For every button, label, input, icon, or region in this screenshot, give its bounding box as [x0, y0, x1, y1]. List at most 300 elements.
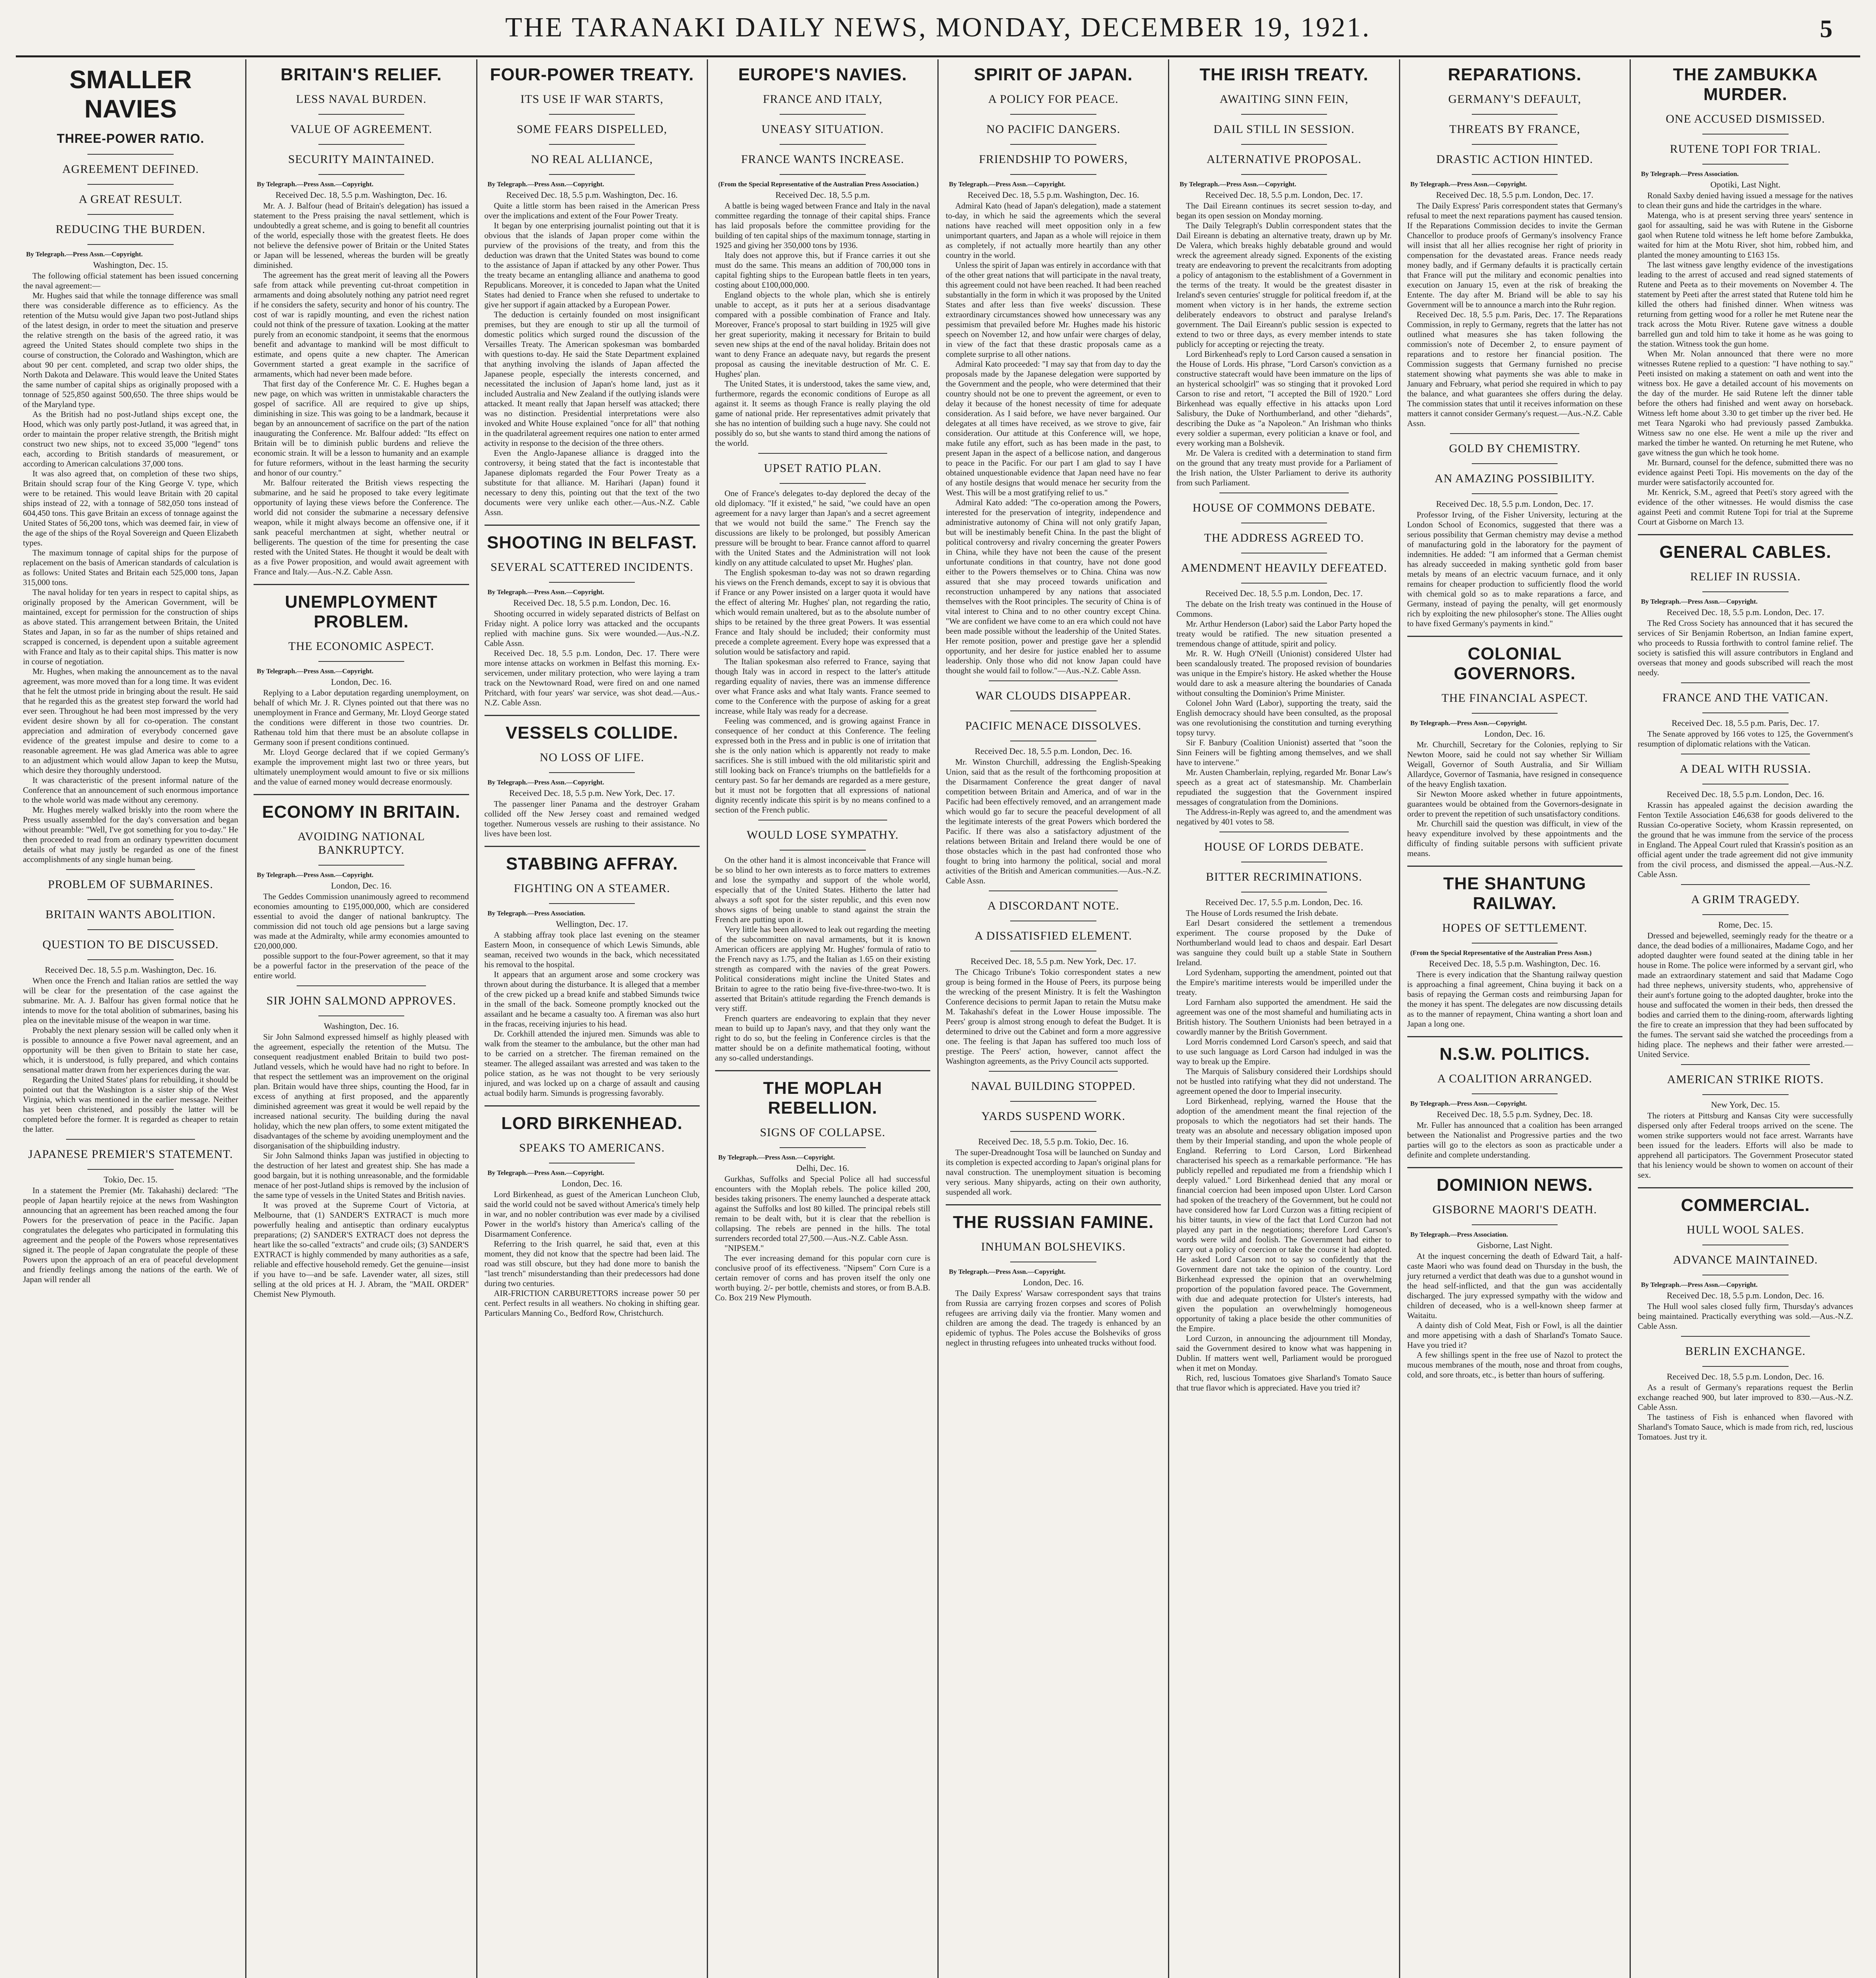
subhead-rule	[87, 154, 174, 155]
article-dateline: Received Dec. 18, 5.5 p.m. Washington, Dec. 16.	[506, 190, 678, 200]
article-byline: By Telegraph.—Press Assn.—Copyright.	[949, 1268, 1066, 1275]
article-divider	[254, 794, 469, 795]
article-dateline: Received Dec. 18, 5.5 p.m. Paris, Dec. 17.	[1672, 718, 1819, 728]
article-paragraph: Mr. Hughes said that while the tonnage difference was small there was considerable difference as to efficiency. As the retention of the Mutsu would give Japan two post-Jutland ships of the latest design, in order to meet the situation and preserve the relative strength on the basis of the agreed ratio, it was agreed the United States should complete two ships in the course of construction, the Colorado and Washington, which are about 90 per cent. completed, and scrap two older ships, the North Dakota and Delaware. This would leave the United States the same number of capital ships as originally proposed with a tonnage of 525,850 against 500,650. The three ships would be of the Maryland type.	[23, 291, 239, 409]
article-dateline: Received Dec. 18, 5.5 p.m. London, Dec. 17.	[1436, 190, 1594, 200]
article-divider	[1407, 866, 1622, 867]
article-byline: By Telegraph.—Press Assn.—Copyright.	[487, 180, 604, 188]
article-paragraph: AIR-FRICTION CARBURETTORS increase power 50 per cent. Perfect results in all weathers. No choking in shifting gear. Particulars Manning Co., Bedford Row, Christchurch.	[484, 1288, 700, 1318]
article-byline: By Telegraph.—Press Assn.—Copyright.	[1410, 180, 1527, 188]
article-paragraph: Sir Newton Moore asked whether in future appointments, guarantees would be obtained from the Governors-designate in order to prevent the repetition of such unsatisfactory conditions.	[1407, 789, 1622, 818]
article-paragraph: The Senate approved by 166 votes to 125, the Government's resumption of diplomatic relations with the Vatican.	[1637, 729, 1853, 748]
article-paragraph: The Daily Express' Warsaw correspondent says that trains from Russia are carrying frozen corpses and scores of Polish refugees are arriving daily via the frontier. Many women and children are among the dead. The tragedy is enhanced by an epidemic of typhus. The Poles accuse the Bolsheviks of gross neglect in thrusting refugees into unheated trucks without food.	[946, 1288, 1161, 1347]
article-divider	[1407, 1167, 1622, 1168]
article-headline: STABBING AFFRAY.	[506, 854, 678, 873]
article-subhead: QUESTION TO BE DISCUSSED.	[42, 938, 219, 951]
article-paragraph: Lord Birkenhead, as guest of the American Luncheon Club, said the world could not be saved without America's timely help in war, and no nobler contribution was ever made by a civilised Power in the world's history than America's calling of the Disarmament Conference.	[484, 1190, 700, 1239]
article-headline: ECONOMY IN BRITAIN.	[262, 802, 461, 822]
article-divider	[1407, 636, 1622, 637]
article-paragraph: Gurkhas, Suffolks and Special Police all had successful encounters with the Moplah rebels. The police killed 200, besides taking prisoners. The enemy launched a desperate attack against the Suffolks and lost 80 killed. The principal rebels still remain to be dealt with, but it is clear that the rebellion is collapsing. The rebels are penned in the hills. The total surrenders recorded total 27,500.—Aus.-N.Z. Cable Assn.	[715, 1174, 930, 1243]
article-subhead: BITTER RECRIMINATIONS.	[1206, 870, 1363, 883]
article-dateline: Received Dec. 18, 5.5 p.m. Washington, Dec. 16.	[1429, 959, 1601, 968]
article-paragraph: Feeling was commenced, and is growing against France in consequence of her conduct at this Conference. The feeling expressed both in the Press and in public is one of irritation that she is the only nation which is apparently not ready to make sacrifices. She is still imbued with the old militaristic spirit and still looking back on France's triumphs on the battlefields for a century past. So far her demands are regarded as a mere gesture, but it must not be forgotten that all expressions of national dignity recently indicate this spirit is by no means confined to a section of the French public.	[715, 716, 930, 815]
subhead-rule	[1010, 1101, 1096, 1102]
article-divider	[946, 1204, 1161, 1205]
article-paragraph: The passenger liner Panama and the destroyer Graham collided off the New Jersey coast and remained wedged together. Numerous vessels are rushing to their assistance. No lives have been lost.	[484, 799, 700, 838]
article-headline: THE SHANTUNG RAILWAY.	[1443, 874, 1586, 913]
article-dateline: Received Dec. 18, 5.5 p.m. Washington, Dec. 16.	[967, 190, 1139, 200]
article-subhead: WAR CLOUDS DISAPPEAR.	[975, 689, 1131, 702]
article-subhead: HOUSE OF LORDS DEBATE.	[1204, 840, 1364, 853]
article-paragraph: Shooting occurred in widely separated districts of Belfast on Friday night. A police lorry was attacked and the occupants replied with machine guns. Six were wounded.—Aus.-N.Z. Cable Assn.	[484, 609, 700, 648]
subhead-rule	[1472, 943, 1558, 944]
section-rule	[1681, 682, 1810, 683]
article-paragraph: Krassin has appealed against the decision awarding the Fenton Textile Association £46,638 for goods delivered to the Russian Co-operative Society, whom Krassin represented, on the ground that he was immune from the service of the process in England. The Appeal Court ruled that Krassin's position as an official agent under the trade agreement did not give immunity from the civil process, and dismissed the appeal.—Aus.-N.Z. Cable Assn.	[1637, 800, 1853, 879]
article-paragraph: The agreement has the great merit of leaving all the Powers safe from attack while preventing cut-throat competition in armaments and doing absolutely nothing any patriot need regret if he considers the safety, security and honor of his country. The cost of war is rapidly mounting, and even the richest nation could not think of the pressure of taxation. Looking at the matter purely from an economic standpoint, it seems that the enormous benefit and advantage to mankind will be most difficult to estimate, and opens quite a new chapter. The American Government started a great example in the sacrifice of armaments, which had never been made before.	[254, 270, 469, 379]
page-number: 5	[1820, 15, 1832, 43]
article-byline: By Telegraph.—Press Assn.—Copyright.	[1410, 719, 1527, 727]
article-headline: BRITAIN'S RELIEF.	[280, 65, 442, 84]
article-subhead: ONE ACCUSED DISMISSED.	[1666, 112, 1825, 125]
article-subhead: ITS USE IF WAR STARTS,	[520, 93, 664, 106]
article-subhead: A POLICY FOR PEACE.	[988, 93, 1119, 106]
subhead-rule	[549, 114, 635, 115]
subhead-rule	[549, 772, 635, 773]
article-paragraph: Mr. Churchill, Secretary for the Colonies, replying to Sir Newton Moore, said he could not say whether Sir William Weigall, Governor of South Australia, and Sir William Allardyce, Governor of Tasmania, have resigned in consequence of the heavy English taxation.	[1407, 740, 1622, 789]
article-paragraph: Mr. De Valera is credited with a determination to stand firm on the ground that any treaty must provide for a Parliament of the Irish nation, the Ulster Parliament to derive its authority from such Parliament.	[1176, 448, 1392, 487]
article-headline: THE MOPLAH REBELLION.	[763, 1078, 882, 1118]
article-paragraph: Sir F. Banbury (Coalition Unionist) asserted that "soon the Sinn Feiners will be fighting among themselves, and we shall have to intervene."	[1176, 738, 1392, 767]
article-dateline: Received Dec. 18, 5.5 p.m. London, Dec. 17.	[1205, 588, 1363, 598]
article-paragraph: The English spokesman to-day was not so drawn regarding his views on the French demands, except to say it is obvious that if France or any Power insisted on a larger quota it would have the effect of altering Mr. Hughes' plan, not regarding the ratio, which would remain unaltered, but as to the absolute number of ships to be retained by the three great Powers. It was essential France and Italy should be included; their conformity must precede a complete agreement. Every hope was expressed that a solution would be satisfactory and rapid.	[715, 568, 930, 656]
article-subhead: REDUCING THE BURDEN.	[55, 223, 206, 236]
subhead-rule	[87, 899, 174, 900]
article-paragraph: On the other hand it is almost inconceivable that France will be so blind to her own interests as to force matters to extremes and lose the sympathy and support of the whole world, especially that of the United States. Hitherto the latter had always a soft spot for the sister republic, and this even now shows signs of being unable to stand against the strain the French are putting upon it.	[715, 855, 930, 924]
article-dateline: Washington, Dec. 15.	[93, 260, 168, 270]
article-headline: N.S.W. POLITICS.	[1439, 1044, 1590, 1064]
article-subhead: A DEAL WITH RUSSIA.	[1679, 762, 1812, 775]
article	[1638, 65, 1853, 527]
article-byline: By Telegraph.—Press Assn.—Copyright.	[1641, 1281, 1758, 1288]
article-paragraph: It was characteristic of the present informal nature of the Conference that an announcement of such enormous importance to the whole world was made without any ceremony.	[23, 775, 239, 805]
article	[1407, 65, 1622, 428]
article	[1638, 754, 1853, 879]
article-subhead: NAVAL BUILDING STOPPED.	[971, 1080, 1136, 1093]
subhead-rule	[1241, 114, 1327, 115]
article-headline: THE IRISH TREATY.	[1199, 65, 1369, 84]
article	[485, 1105, 700, 1318]
article-subhead: GISBORNE MAORI'S DEATH.	[1432, 1203, 1597, 1216]
article	[1407, 636, 1622, 858]
article-headline: SPIRIT OF JAPAN.	[974, 65, 1133, 84]
article-paragraph: It began by one enterprising journalist pointing out that it is obvious that the islands of Japan proper come within the purview of the provisions of the treaty, and from this the deduction was drawn that the United States was bound to come to the assistance of Japan if attacked by any other Power. Thus the treaty became an entangling alliance and anathema to good Republicans. Moreover, it is conceded to Japan what the United States had denied to France when she refused to undertake to give her support if again attacked by a European Power.	[484, 221, 700, 309]
article-paragraph: Mr. Burnard, counsel for the defence, submitted there was no evidence against Peeti Topi. His movements on the day of the murder were satisfactorily accounted for.	[1637, 458, 1853, 487]
article-paragraph: Mr. Kenrick, S.M., agreed that Peeti's story agreed with the evidence of the other witnesses. He would dismiss the case against Peeti and commit Rutene Topi for trial at the Supreme Court at Gisborne on March 13.	[1637, 487, 1853, 527]
subhead-rule	[87, 214, 174, 215]
columns-container	[16, 59, 1860, 1978]
article	[946, 1071, 1161, 1197]
article	[23, 65, 238, 864]
article-subhead: DAIL STILL IN SESSION.	[1213, 123, 1355, 136]
article-dateline: Received Dec. 18, 5.5 p.m. Tokio, Dec. 16.	[978, 1137, 1129, 1146]
article-paragraph: The United States, it is understood, takes the same view, and, furthermore, regards the economic conditions of Europe as all against it. It seems as though France is really playing the old game of national pride. Her representatives admit privately that she has no intention of building such a huge navy. She could not possibly do so, but she wants to stand third among the nations of the world.	[715, 379, 930, 448]
subhead-rule	[1472, 463, 1558, 464]
subhead-rule	[549, 174, 635, 175]
article-dateline: London, Dec. 16.	[561, 1178, 623, 1188]
subhead-rule	[87, 244, 174, 245]
article-dateline: London, Dec. 16.	[331, 881, 392, 890]
article-divider	[1638, 1187, 1853, 1188]
article-subhead: UNEASY SITUATION.	[761, 123, 884, 136]
subhead-rule	[549, 144, 635, 145]
article-paragraph: Probably the next plenary session will be called only when it is possible to announce a five Power naval agreement, and an opportunity will be then given to Britain to state her case, which, it is understood, is fully prepared, and which contains sensational matter drawn from her experiences during the war.	[23, 1025, 239, 1074]
article	[485, 846, 700, 1098]
article-paragraph: In a statement the Premier (Mr. Takahashi) declared: "The people of Japan heartily rejoice at the news from Washington announcing that an agreement has been reached among the four Powers for the preservation of peace in the Pacific. Japan congratulates the delegates who participated in formulating this agreement and the people of the Powers whose representatives signed it. The people of Japan congratulate the people of these Powers upon the approach of an era of peaceful development and friendly feelings among the nations of the earth. We of Japan will render all	[23, 1186, 239, 1284]
article-paragraph: As the British had no post-Jutland ships except one, the Hood, which was only partly post-Jutland, it was agreed that, in order to maintain the proper relative strength, the British might construct two new ships, not to exceed 35,000 "legend" tons each, according to British standards of measurement, or according to American calculations 37,000 tons.	[23, 409, 239, 468]
article-paragraph: The rioters at Pittsburg and Kansas City were successfully dispersed only after Federal troops arrived on the scene. The women strike supporters would not face arrest. Warrants have been issued for the leaders. Efforts will also be made to apprehend all participators. The Government Prosecutor stated that his leniency would be shown to women on account of their sex.	[1637, 1111, 1853, 1180]
article-byline: (From the Special Representative of the Australian Press Association.)	[718, 180, 919, 188]
article	[485, 65, 700, 517]
article	[485, 715, 700, 839]
article-divider	[1407, 1036, 1622, 1037]
article-subhead: SOME FEARS DISPELLED,	[517, 123, 667, 136]
subhead-rule	[780, 114, 866, 115]
article-paragraph: The Italian spokesman also referred to France, saying that though Italy was in accord in respect to the latter's attitude regarding equality of navies, there was an immense difference over what France asks and what Italy wants. France seemed to come to the Conference with the purpose of asking for a great increase, while Italy was ready for a decrease.	[715, 657, 930, 716]
article-paragraph: Mr. Austen Chamberlain, replying, regarded Mr. Bonar Law's speech as a great act of statesmanship. Mr. Chamberlain repudiated the suggestion that the Government inspired messages of congratulation from the Dominions.	[1176, 767, 1392, 807]
article-subhead: FRANCE AND THE VATICAN.	[1662, 691, 1829, 704]
article-paragraph: Lord Sydenham, supporting the amendment, pointed out that the Empire's maritime interests would be imperilled under the treaty.	[1176, 968, 1392, 997]
article-dateline: Opotiki, Last Night.	[1710, 180, 1781, 189]
subhead-rule	[87, 1169, 174, 1170]
subhead-rule	[1010, 1131, 1096, 1132]
subhead-rule	[1472, 114, 1558, 115]
article-subhead: BERLIN EXCHANGE.	[1685, 1345, 1806, 1358]
article-dateline: Rome, Dec. 15.	[1718, 920, 1773, 930]
article-paragraph: The ever increasing demand for this popular corn cure is conclusive proof of its effectiveness. "Nipsem" Corn Cure is a certain remover of corns and has proven itself the only one worth buying. 2/- per bottle, chemists and stores, or from B.A.B. Co. Box 219 New Plymouth.	[715, 1253, 930, 1302]
subhead-rule	[1010, 144, 1096, 145]
article-byline: By Telegraph.—Press Assn.—Copyright.	[487, 588, 604, 596]
article-byline: By Telegraph.—Press Assn.—Copyright.	[487, 1169, 604, 1177]
section-rule	[1681, 884, 1810, 885]
article	[1638, 1064, 1853, 1180]
article-dateline: Received Dec. 18, 5.5 p.m. Washington, Dec. 16.	[45, 965, 216, 975]
article-paragraph: Colonel John Ward (Labor), supporting the treaty, said the English democracy should have been consulted, as the proposal was one revolutionising the constitution and turning everything topsy turvy.	[1176, 698, 1392, 737]
article-subhead: AWAITING SINN FEIN,	[1219, 93, 1349, 106]
article-subhead: THE ADDRESS AGREED TO.	[1204, 531, 1364, 544]
article-headline: FOUR-POWER TREATY.	[490, 65, 694, 84]
article-byline: By Telegraph.—Press Association.	[487, 909, 585, 917]
section-rule	[1681, 1336, 1810, 1337]
subhead-rule	[1241, 174, 1327, 175]
subhead-rule	[780, 144, 866, 145]
column	[1631, 59, 1860, 1978]
section-rule	[1450, 433, 1579, 434]
article-paragraph: The Geddes Commission unanimously agreed to recommend economies amounting to £195,000,000, which are considered essential to avoid the danger of national bankruptcy. The commission did not touch old age pensions but a large saving was made at the Admiralty, while army economies amounted to £20,000,000.	[254, 892, 469, 951]
subhead-rule	[1010, 174, 1096, 175]
article-paragraph: Mr. Fuller has announced that a coalition has been arranged between the Nationalist and Progressive parties and the two parties will go to the electors as soon as practicable under a definite and complete understanding.	[1407, 1120, 1622, 1160]
subhead-rule	[780, 1147, 866, 1148]
subhead-rule	[1472, 1093, 1558, 1094]
article-paragraph: "NIPSEM."	[724, 1243, 764, 1253]
article-divider	[715, 1070, 930, 1071]
article-paragraph: The Hull wool sales closed fully firm, Thursday's advances being maintained. Practically everything was sold.—Aus.-N.Z. Cable Assn.	[1637, 1302, 1853, 1331]
article-dateline: Received Dec. 18, 5.5 p.m. London, Dec. 16.	[1667, 789, 1824, 799]
column	[246, 59, 477, 1978]
article-paragraph: Regarding the United States' plans for rebuilding, it should be pointed out that the Washington is a sister ship of the West Virginia, which was mentioned in the earlier message. Neither has yet been christened, and possibly the latter will be completed before the former. It is regarded as cheaper to retain the latter.	[23, 1075, 239, 1134]
article-subhead: HOPES OF SETTLEMENT.	[1442, 921, 1588, 934]
section-rule	[989, 890, 1118, 891]
article-subhead: NO LOSS OF LIFE.	[540, 751, 644, 764]
article-paragraph: Mr. Lloyd George declared that if we copied Germany's example the improvement might last two or three years, but ultimately unemployment would amount to five or six millions and the value of earned money would decrease enormously.	[254, 747, 469, 786]
article-paragraph: Lord Morris condemned Lord Carson's speech, and said that to use such language as Lord Carson had indulged in was the way to break up the Empire.	[1176, 1037, 1392, 1066]
article-divider	[485, 525, 700, 526]
article-subhead: NO PACIFIC DANGERS.	[986, 123, 1121, 136]
article-paragraph: Admiral Kato proceeded: "I may say that from day to day the proposals made by the Japanese delegation were supported by the Government and the people, who were determined that their country should not be one to prevent the agreement, or even to delay it because of the honest necessity of time for adequate consideration. As I said before, we have never bargained. Our delegates at all times have received, as we strove to give, fair consideration. Our attitude at this Conference will, we hope, make futile any effort, such as has been made in the past, to present Japan in the aspect of a bellicose nation, and dangerous to peace in the Pacific. For our part I am glad to say I have obtained unquestionable evidence that Japan need have no fear of any hostile designs that would menace her security from the West. This will be a most gratifying relief to us."	[946, 359, 1161, 497]
article-dateline: Received Dec. 18, 5.5 p.m. London, Dec. 17.	[1205, 190, 1363, 200]
article	[23, 1139, 238, 1285]
article-subhead: SIGNS OF COLLAPSE.	[760, 1126, 886, 1139]
section-rule	[989, 680, 1118, 681]
article-headline: REPARATIONS.	[1448, 65, 1582, 84]
article-paragraph: Replying to a Labor deputation regarding unemployment, on behalf of which Mr. J. R. Clynes pointed out that there was no unemployment in France and Germany, Mr. Lloyd George stated the conditions were different in those two countries. Dr. Rathenau told him that there must be an absolute collapse in Germany soon if present conditions continued.	[254, 688, 469, 747]
article-headline: THE RUSSIAN FAMINE.	[953, 1213, 1154, 1232]
article-byline: By Telegraph.—Press Assn.—Copyright.	[257, 180, 374, 188]
article-paragraph: Received Dec. 18, 5.5 p.m. London, Dec. 17. There were more intense attacks on workmen in Belfast this morning. Ex-servicemen, under military protection, who were laying a tram track on the Newtownard Road, were fired on and one named Pritchard, with four years' war service, was shot dead.—Aus.-N.Z. Cable Assn.	[484, 648, 700, 707]
article-subhead: FRIENDSHIP TO POWERS,	[979, 153, 1128, 166]
article-paragraph: Rich, red, luscious Tomatoes give Sharland's Tomato Sauce that true flavor which is appreciated. Have you tried it?	[1176, 1373, 1392, 1393]
section-rule	[989, 1071, 1118, 1072]
article	[715, 1070, 930, 1303]
article-byline: By Telegraph.—Press Assn.—Copyright.	[487, 779, 604, 786]
article-paragraph: When Mr. Nolan announced that there were no more witnesses Rutene replied to a question: "I have nothing to say." Peeti insisted on making a statement on oath and went into the witness box. He gave a detailed account of his movements on the day of the murder. He said Rutene left the dinner table before the others had finished and went away on horseback. Witness left home about 3.30 to get timber up the river bed. He met Teara Ngaroki who had previously passed Zambukka. Witness saw no one else. He went a mile up the river and marked the timber he wanted. On returning he met Rutene, who gave witness the gun which he took home.	[1637, 349, 1853, 457]
section-rule	[66, 1139, 195, 1140]
article-byline: By Telegraph.—Press Assn.—Copyright.	[949, 180, 1066, 188]
article-paragraph: England objects to the whole plan, which she is entirely unable to accept, as it puts her at a serious disadvantage compared with a possible combination of France and Italy. Moreover, France's proposal to start building in 1925 will give her great superiority, making it necessary for Britain to build seven new ships at the end of the naval holiday. Britain does not want to deny France an adequate navy, but regards the present proposal as causing the inevitable destruction of Mr. C. E. Hughes' plan.	[715, 290, 930, 379]
article-byline: By Telegraph.—Press Association.	[1410, 1231, 1508, 1238]
article-subhead: SIR JOHN SALMOND APPROVES.	[266, 994, 456, 1007]
article-subhead: PACIFIC MENACE DISSOLVES.	[965, 719, 1142, 732]
masthead	[16, 0, 1860, 57]
subhead-rule	[1702, 591, 1789, 592]
article-dateline: Received Dec. 18, 5.5 p.m. London, Dec. 16.	[1667, 1372, 1824, 1381]
article-paragraph: The Daily Express' Paris correspondent states that Germany's refusal to meet the next reparations payment has caused tension. If the Reparations Commission decides to invite the German Chancellor to produce proofs of Germany's insolvency France will insist that all her allies recognise her right of priority in compensation for the devastated areas. France needs ready money badly, and if Germany defaults it is practically certain that France will put the military and economic penalties into execution on January 15, even at the risk of breaking the Entente. The day after M. Briand will be able to say his Government will be to announce a march into the Ruhr region.	[1407, 201, 1622, 309]
article-byline: By Telegraph.—Press Assn.—Copyright.	[257, 667, 374, 675]
article-paragraph: The super-Dreadnought Tosa will be launched on Sunday and its completion is expected according to Japan's original plans for naval construction. The unemployment situation is becoming very serious. Many shipyards, acting on their own authority, suspended all work.	[946, 1148, 1161, 1197]
article-paragraph: The Chicago Tribune's Tokio correspondent states a new group is being formed in the House of Peers, its purpose being the wrecking of the present Ministry. It is felt the Washington Conference decisions to permit Japan to retain the Mutsu make M. Takahashi's defeat in the Lower House impossible. The Peers' group is almost strong enough to defeat the Budget. It is determined to drive out the Cabinet and form a more aggressive one. The feeling is that Japan has suffered too much loss of prestige. The Peers' action, however, cannot affect the Washington agreements, as the Privy Council acts supported.	[946, 967, 1161, 1066]
subhead-rule	[1472, 174, 1558, 175]
subhead-rule	[549, 582, 635, 583]
article-byline: By Telegraph.—Press Assn.—Copyright.	[26, 250, 143, 258]
article-paragraph: Dr. Corkhill attended the injured men. Simunds was able to walk from the steamer to the ambulance, but the other man had to be carried on a stretcher. The fireman remained on the steamer. The alleged assailant was arrested and was taken to the police station, as he was not thought to be very seriously injured, and was locked up on a charge of assault and causing actual bodily harm. Simunds is progressing favorably.	[484, 1029, 700, 1098]
article-paragraph: The deduction is certainly founded on most insignificant premises, but they are enough to stir up all the turmoil of domestic politics which surged round the discussion of the Versailles Treaty. The American spokesman was bombarded with questions to-day. He said the State Department explained that anything involving the islands of Japan affected the Japanese people, especially the interests concerned, and necessitated the inclusion of Japan's home land, just as it included Australia and New Zealand if the outlying islands were attacked. It meant really that Japan herself was attacked; there was no distinction. Presidential interpretations were also invoked and White House explained "once for all" that nothing in the quadrilateral agreement requires one nation to enter armed activity in response to the decision of the three others.	[484, 310, 700, 448]
article	[1638, 1336, 1853, 1442]
article-subhead: FRANCE AND ITALY,	[763, 93, 882, 106]
article-dateline: Received Dec. 18, 5.5 p.m. London, Dec. 16.	[1667, 1290, 1824, 1300]
article-dateline: Received Dec. 18, 5.5 p.m. London, Dec. 16.	[513, 598, 671, 608]
subhead-rule	[780, 850, 866, 851]
article	[1638, 534, 1853, 678]
article-paragraph: Admiral Kato added: "The co-operation among the Powers, interested for the preservation of integrity, independence and administrative autonomy of China will not only gratify Japan, but will be inestimably benefit China. In the past the blight of political controversy and rivalry concerning the greater Powers in China, while they have not been the cause of the present unfortunate conditions in that country, have not done good either to the Powers themselves or to China. China was now assured that she may proceed towards unification and reconstruction unhampered by any nations that associated themselves with the Root principles. The security of China is of vital interest to China and to no other country except China. "We are confident we have come to an era which could not have been made possible without the leadership of the United States. Her remote position, power and prestige gave her a splendid opportunity, and her desire for justice enabled her to assume leadership. Only those who did not know Japan could have thought she would fail to follow."—Aus.-N.Z. Cable Assn.	[946, 498, 1161, 675]
article-dateline: Tokio, Dec. 15.	[104, 1175, 158, 1184]
article-paragraph: A battle is being waged between France and Italy in the naval committee regarding the tonnage of their capital ships. France has laid proposals before the committee providing for the building of ten capital ships of the maximum tonnage, starting in 1925 and giving her 350,000 tons by 1936.	[715, 201, 930, 250]
article-byline: By Telegraph.—Press Assn.—Copyright.	[1410, 1100, 1527, 1107]
article-dateline: London, Dec. 16.	[1023, 1277, 1084, 1287]
article	[1638, 1187, 1853, 1331]
article	[254, 65, 469, 577]
article-dateline: Gisborne, Last Night.	[1477, 1240, 1552, 1250]
article-divider	[485, 846, 700, 847]
column	[708, 59, 939, 1978]
article-subhead: VALUE OF AGREEMENT.	[290, 123, 432, 136]
article-paragraph: The Marquis of Salisbury considered their Lordships should not be hustled into ratifying what they did not understand. The agreement opened the door to Imperial insecurity.	[1176, 1067, 1392, 1096]
column	[1400, 59, 1631, 1978]
article	[254, 794, 469, 981]
article-subhead: PROBLEM OF SUBMARINES.	[48, 878, 214, 891]
article-headline: SHOOTING IN BELFAST.	[487, 533, 697, 552]
article-headline: COMMERCIAL.	[1681, 1196, 1810, 1215]
section-rule	[297, 985, 426, 986]
article-paragraph: The House of Lords resumed the Irish debate.	[1186, 908, 1338, 918]
article-subhead: A COALITION ARRANGED.	[1437, 1072, 1592, 1085]
article-dateline: Received Dec. 18, 5.5 p.m.	[775, 190, 870, 200]
article	[946, 890, 1161, 1066]
article-dateline: London, Dec. 16.	[331, 677, 392, 687]
article-paragraph: Italy does not approve this, but if France carries it out she must do the same. This means an addition of 700,000 tons in capital fighting ships to the European battle fleets in ten years, costing about £100,000,000.	[715, 250, 930, 290]
column	[16, 59, 246, 1978]
subhead-rule	[1010, 114, 1096, 115]
masthead-title: THE TARANAKI DAILY NEWS, MONDAY, DECEMBER 19, 1921.	[505, 12, 1371, 43]
article-paragraph: The naval holiday for ten years in respect to capital ships, as originally proposed by the American Government, will be maintained, except for permission for the construction of ships as above stated. This arrangement between Britain, the United States and Japan, in so far as the number of ships retained and scrapped is concerned, is dependent upon a suitable agreement with France and Italy as to their capital ships. This matter is now in course of negotiation.	[23, 587, 239, 666]
article-paragraph: Mr. Winston Churchill, addressing the English-Speaking Union, said that as the result of the forthcoming proposition at the Disarmament Conference the great danger of naval competition between Britain and America, and of war in the Pacific had been effectively removed, and an arrangement made which would go far to secure the peaceful development of all the legitimate interests of the great Powers which bordered the Pacific. If there was also a satisfactory adjustment of the relations between Britain and Ireland there would be one of those obstacles which in the past had confronted those who fought to bring into harmony the political, social and moral activities of the British and American communities.—Aus.-N.Z. Cable Assn.	[946, 757, 1161, 885]
article-paragraph: Mr. Arthur Henderson (Labor) said the Labor Party hoped the treaty would be ratified. The new situation presented a tremendous change of attitude, spirit and policy.	[1176, 619, 1392, 648]
article-subhead: A GRIM TRAGEDY.	[1691, 893, 1800, 906]
column	[939, 59, 1169, 1978]
article-paragraph: The Red Cross Society has announced that it has secured the services of Sir Benjamin Robertson, an Indian famine expert, who proceeds to Russia forthwith to control famine relief. The society is satisfied this will assure contributors in England and overseas that money and goods subscribed will reach the most needy.	[1637, 618, 1853, 677]
article-byline: By Telegraph.—Press Assn.—Copyright.	[718, 1154, 835, 1161]
article	[1407, 866, 1622, 1029]
article-paragraph: Matenga, who is at present serving three years' sentence in gaol for assaulting, said he was with Rutene in the Gisborne gaol when Rutene told witness he left home before Zambukka, waited for him at the Motu River, shot him, robbed him, and planted the money amounting to £163 15s.	[1637, 210, 1853, 260]
article-subhead: GOLD BY CHEMISTRY.	[1449, 442, 1581, 455]
article-subhead: FRANCE WANTS INCREASE.	[741, 153, 905, 166]
article-dateline: Received Dec. 18, 5.5 p.m. New York, Dec. 17.	[970, 956, 1136, 966]
article-paragraph: A few shillings spent in the free use of Nazol to protect the mucous membranes of the mouth, nose and throat from coughs, cold, and sore throats, etc., is better than hours of suffering.	[1407, 1350, 1622, 1379]
article-subhead: AMENDMENT HEAVILY DEFEATED.	[1181, 561, 1387, 574]
article-dateline: Received Dec. 18, 5.5 p.m. New York, Dec. 17.	[509, 788, 675, 798]
article-subhead: AMERICAN STRIKE RIOTS.	[1667, 1073, 1824, 1086]
article-dateline: Delhi, Dec. 16.	[796, 1163, 849, 1173]
article-dateline: New York, Dec. 15.	[1711, 1100, 1780, 1110]
article-subhead: YARDS SUSPEND WORK.	[981, 1110, 1126, 1123]
article-headline: SMALLER NAVIES	[69, 65, 192, 123]
subhead-rule	[1010, 710, 1096, 711]
article-subhead: INHUMAN BOLSHEVIKS.	[981, 1240, 1126, 1253]
article-dateline: Received Dec. 18, 5.5 p.m. London, Dec. 17.	[1436, 499, 1594, 509]
article-paragraph: Mr. R. W. Hugh O'Neill (Unionist) considered Ulster had been scandalously treated. The proposed revision of boundaries was unique in the Empire's history. He asked whether the House would dare to ask a measure altering the boundaries of Canada without consulting the Dominion's Prime Minister.	[1176, 649, 1392, 698]
article-paragraph: The tastiness of Fish is enhanced when flavored with Sharland's Tomato Sauce, which is made from rich, red, luscious Tomatoes. Just try it.	[1637, 1412, 1853, 1442]
subhead-rule	[1702, 1094, 1789, 1095]
article-headline: UNEMPLOYMENT PROBLEM.	[285, 592, 438, 631]
article-subhead: HULL WOOL SALES.	[1687, 1223, 1804, 1236]
article-dateline: Received Dec. 18, 5.5 p.m. Sydney, Dec. 18.	[1437, 1109, 1593, 1119]
article-subhead: LESS NAVAL BURDEN.	[296, 93, 427, 106]
article-paragraph: A stabbing affray took place last evening on the steamer Eastern Moon, in consequence of which Lewis Simunds, able seaman, received two wounds in the back, which necessitated his removal to the hospital.	[484, 930, 700, 969]
article-paragraph: Mr. Hughes merely walked briskly into the room where the Press usually assembled for the day's conversation and began without preamble: "Well, I've got something for you to-day." He then proceeded to read from an ordinary typewritten document details of what may justly be regarded as one of the finest accomplishments of any single human being.	[23, 805, 239, 864]
article-subhead: AGREEMENT DEFINED.	[62, 163, 199, 176]
article-subhead: BRITAIN WANTS ABOLITION.	[45, 908, 216, 921]
article-paragraph: Unless the spirit of Japan was entirely in accordance with that of the other great nations that will participate in the naval treaty, this agreement could not have been reached. It had been reached substantially in the form in which it was proposed by the United States and after less than five weeks' discussion. These extraordinary circumstances showed how unnecessary was any pessimism that prevailed before Mr. Hughes made his historic speech on November 12, and how unfair were charges of delay, in view of the fact that these drastic proposals came as a complete surprise to all other nations.	[946, 260, 1161, 359]
subhead-rule	[87, 959, 174, 960]
article-byline: By Telegraph.—Press Assn.—Copyright.	[257, 871, 374, 879]
article-paragraph: The last witness gave lengthy evidence of the investigations leading to the arrest of accused and read signed statements of Rutene and Peeta as to their movements on November 4. The statement by Peeti after the arrest stated that Rutene told him he killed the others had finished dinner. When witness was returning from getting wood for a roller he met Rutene near the track across the Motu River. Rutene gave witness a double barrelled gun and told him to take it home as he was going to the station. Witness took the gun home.	[1637, 260, 1853, 349]
article	[1638, 884, 1853, 1059]
article-paragraph: The debate on the Irish treaty was continued in the House of Commons.	[1176, 599, 1392, 619]
article-paragraph: The Daily Telegraph's Dublin correspondent states that the Dail Eireann is debating an alternative treaty, drawn up by Mr. De Valera, which breaks highly debatable ground and would wreck the agreement already signed. Exponents of the existing treaty are endeavoring to prevent the recalcitrants from adopting a policy of antagonism to the establishment of a Government in the terms of the treaty. It would be the greatest disaster in Ireland's seven centuries' struggle for political freedom if, at the moment when victory is in her hands, the extreme section deliberately endeavors to obstruct and paralyse Ireland's government. The Dail Eireann's public session is expected to extend to two or three days, as every member intends to state publicly for accepting or rejecting the treaty.	[1176, 221, 1392, 349]
article-paragraph: Referring to the Irish quarrel, he said that, even at this moment, they did not know that the spectre had been laid. The road was still obscure, but they had done more to banish the "last trench" misunderstanding than their predecessors had done during two centuries.	[484, 1239, 700, 1288]
article-subhead: THE FINANCIAL ASPECT.	[1441, 692, 1588, 705]
article-paragraph: Sir John Salmond thinks Japan was justified in objecting to the destruction of her latest and greatest ship. She has made a good bargain, but it is nothing unreasonable, and the formidable menace of her post-Jutland ships is removed by the inclusion of the same type of vessels in the United States and British navies.	[254, 1151, 469, 1200]
article-paragraph: Mr. A. J. Balfour (head of Britain's delegation) has issued a statement to the Press praising the naval settlement, which is undoubtedly a great scheme, and is going to benefit all countries of the world, especially those with the greatest fleets. He does not believe the defensive power of Britain or the United States or Japan will be lessened, whereas the burden will be greatly diminished.	[254, 201, 469, 270]
article-paragraph: possible support to the four-Power agreement, so that it may be a powerful factor in the preservation of the peace of the entire world.	[254, 951, 469, 980]
article-headline: EUROPE'S NAVIES.	[738, 65, 907, 84]
article-dateline: Received Dec. 18, 5.5 p.m. Washington, Dec. 16.	[275, 190, 447, 200]
article	[23, 869, 238, 1134]
article	[946, 680, 1161, 886]
article-paragraph: French quarters are endeavoring to explain that they never mean to build up to Japan's navy, and that they only want the right to do so, but the feeling in Conference circles is that the matter should be on a definite mathematical footing, without any so-called understandings.	[715, 1014, 930, 1063]
subhead-rule	[87, 184, 174, 185]
article	[1407, 1036, 1622, 1160]
article-paragraph: Mr. Hughes, when making the announcement as to the naval agreement, was more moved than for a long time. It was evident that he felt the utmost pride in bringing about the result. He said that he regarded this as the greatest step forward the world had ever seen. Throughout he had been most impressed by the very evident desire shown by all for co-operation. The constant appreciation and admiration of everybody concerned gave evidence of the greatest impulse and desire to come to a reasonable agreement. He was glad America was able to agree to an adjustment which would allow Japan to keep the Mutsu, which desire they thoroughly understood.	[23, 667, 239, 775]
article-paragraph: It was proved at the Supreme Court of Victoria, at Melbourne, that (1) SANDER'S EXTRACT is much more powerfully healing and antiseptic than ordinary eucalyptus preparations; (2) SANDER'S EXTRACT does not depress the heart like the so-called "extracts" and crude oils; (3) SANDER'S EXTRACT is highly commended by many authorities as a safe, reliable and effective household remedy. Get the genuine—insist if you have to—and be safe. Lavender water, all sizes, still selling at the old prices at H. J. Abram, the "MAIL ORDER" Chemist New Plymouth.	[254, 1200, 469, 1299]
article-paragraph: As a result of Germany's reparations request the Berlin exchange reached 900, but later improved to 830.—Aus.-N.Z. Cable Assn.	[1637, 1383, 1853, 1412]
subhead-rule	[549, 903, 635, 904]
article	[715, 820, 930, 1063]
article-paragraph: Received Dec. 18, 5.5 p.m. Paris, Dec. 17. The Reparations Commission, in reply to Germany, regrets that the latter has not outlined what measures she has taken following the commission's note of December 2, to ensure payment of reparations and to restore her financial position. The Commission suggests that Germany furnished no precise statement showing what payments she was able to make in January and February, what period she required in which to pay the balance, and what guarantees she offers during the delay. The commission states that until it receives information on these matters it cannot consider Germany's request.—Aus.-N.Z. Cable Assn.	[1407, 310, 1622, 428]
article	[1176, 65, 1391, 488]
article	[1407, 433, 1622, 629]
article-dateline: London, Dec. 16.	[1484, 729, 1545, 739]
section-rule	[758, 453, 888, 454]
subhead-rule	[1472, 1224, 1558, 1225]
article-paragraph: Dressed and bejewelled, seemingly ready for the theatre or a dance, the dead bodies of a millionaires, Madame Cogo, and her adopted daughter were found seated at the dining table in her house in Rome. The police were informed by a servant girl, who made an extraordinary statement and said that Madame Cogo had three nephews, university students, who, apprehensive of their aunt's fortune going to the adopted daughter, broke into the house and suffocated the women in their beds, then dressed the bodies and carried them to the dining-room, afterwards lighting the fire to create an impression that they had been suffocated by the fumes. The servant said she watched the proceedings from a hiding place. The nephews and their father were arrested.—United Service.	[1637, 931, 1853, 1059]
article-paragraph: Lord Farnham also supported the amendment. He said the agreement was one of the most shameful and humiliating acts in British history. The Southern Unionists had been betrayed in a cowardly manner by the British Government.	[1176, 997, 1392, 1036]
article-headline: THE ZAMBUKKA MURDER.	[1673, 65, 1818, 104]
article-paragraph: That first day of the Conference Mr. C. E. Hughes began a new page, on which was written in unmistakable characters the gospel of sacrifice. All are required to give up ships, diminishing in size. This was going to be a landmark, because it began by an announcement of sacrifice on the part of the nation inaugurating the Conference. Mr. Balfour added: "Its effect on Britain will be to diminish public burdens and relieve the economic strain. It will be a lesson to humanity and an example for future reformers, without in the least harming the security and honor of our country."	[254, 379, 469, 477]
section-rule	[1681, 1064, 1810, 1065]
article-subhead: AVOIDING NATIONAL BANKRUPTCY.	[297, 830, 425, 856]
subhead-rule	[780, 483, 866, 484]
article-subhead: SEVERAL SCATTERED INCIDENTS.	[490, 561, 693, 574]
article	[254, 985, 469, 1299]
article-subhead: RUTENE TOPI FOR TRIAL.	[1670, 142, 1821, 155]
article-subhead: JAPANESE PREMIER'S STATEMENT.	[28, 1148, 233, 1161]
article-dateline: Washington, Dec. 16.	[324, 1021, 399, 1031]
article	[1176, 493, 1391, 827]
article-subhead: SPEAKS TO AMERICANS.	[519, 1141, 665, 1154]
subhead-rule	[318, 114, 405, 115]
subhead-rule	[1702, 914, 1789, 915]
article	[254, 584, 469, 787]
article-paragraph: A dainty dish of Cold Meat, Fish or Fowl, is all the daintier and more appetising with a dash of Sharland's Tomato Sauce. Have you tried it?	[1407, 1321, 1622, 1350]
article	[1407, 1167, 1622, 1380]
article-divider	[1638, 534, 1853, 535]
article-paragraph: The maximum tonnage of capital ships for the purpose of replacement on the basis of American standards of calculation is as follows: United States and Britain each 525,000 tons, Japan 315,000 tons.	[23, 548, 239, 587]
article-paragraph: Earl Desart considered the settlement a tremendous experiment. The course proposed by the Duke of Northumberland would lead to chaos and despair. Earl Desart was sanguine they could built up a stable State in Southern Ireland.	[1176, 918, 1392, 967]
article-subhead: GERMANY'S DEFAULT,	[1448, 93, 1581, 106]
section-rule	[66, 869, 195, 870]
article-paragraph: One of France's delegates to-day deplored the decay of the old diplomacy. "If it existed," he said, "we could have an open agreement for a navy larger than Japan's and a secret agreement that we would not build the same." The French say the discussions are likely to be prolonged, but possibly American pressure will be brought to bear. France cannot afford to quarrel with the United States and the Administration will not look kindly on any attitude calculated to upset Mr. Hughes' plan.	[715, 489, 930, 567]
subhead-rule	[1702, 134, 1789, 135]
article-dateline: Received Dec. 18, 5.5 p.m. London, Dec. 17.	[1667, 607, 1824, 617]
